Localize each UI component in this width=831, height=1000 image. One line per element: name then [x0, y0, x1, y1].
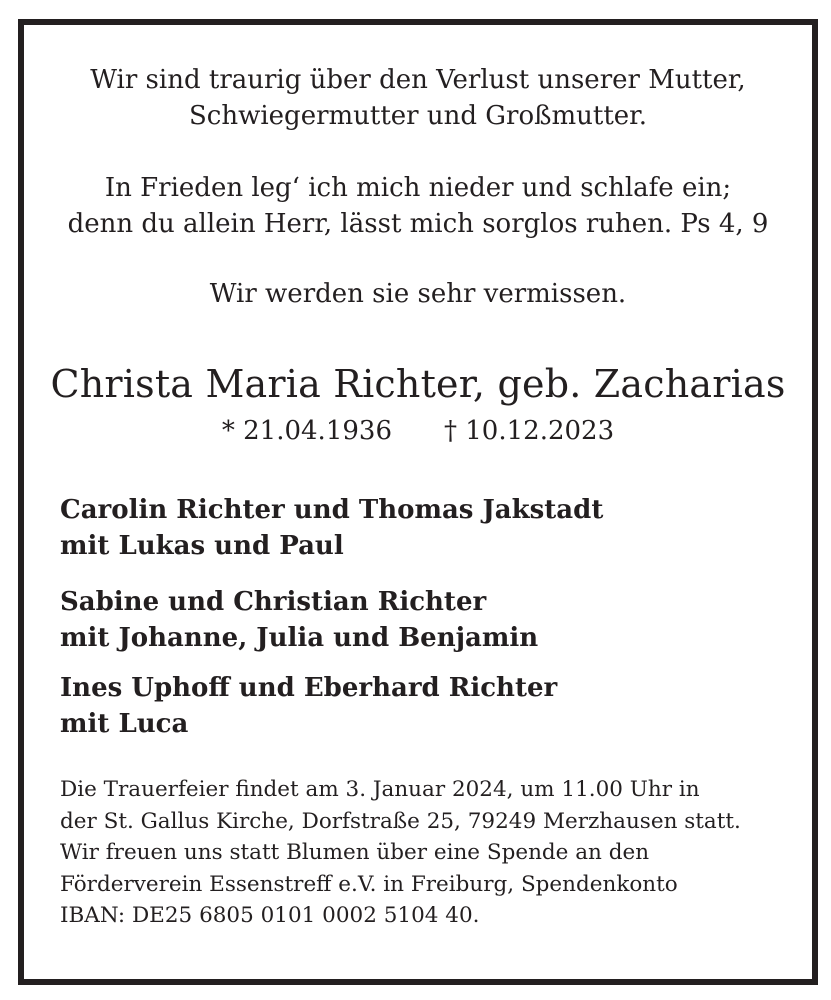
intro-line: Wir sind traurig über den Verlust unserer Mutter,: [90, 65, 746, 95]
family-children: mit Luca: [60, 709, 189, 739]
intro-line: Schwiegermutter und Großmutter.: [188, 101, 648, 131]
verse-line: In Frieden leg‘ ich mich nieder und schlafe ein;: [104, 173, 732, 203]
family-names: Sabine und Christian Richter: [60, 587, 487, 617]
notice-line: IBAN: DE25 6805 0101 0002 5104 40.: [60, 903, 480, 928]
notice-line: Förderverein Essenstreff e.V. in Freiburg, Spendenkonto: [60, 871, 678, 897]
bible-verse: [18, 170, 818, 242]
notice-line: der St. Gallus Kirche, Dorfstraße 25, 79249 Merzhausen statt.: [60, 808, 741, 834]
funeral-notice: [60, 774, 741, 932]
death-date: † 10.12.2023: [444, 416, 615, 446]
family-group: [60, 492, 603, 564]
life-dates: [18, 414, 818, 448]
notice-line: Wir freuen uns statt Blumen über eine Spende an den: [60, 840, 650, 865]
birth-date: * 21.04.1936: [221, 416, 392, 446]
verse-line: denn du allein Herr, lässt mich sorglos ruhen. Ps 4, 9: [67, 209, 769, 239]
family-children: mit Johanne, Julia und Benjamin: [60, 623, 539, 653]
notice-line: Die Trauerfeier findet am 3. Januar 2024, um 11.00 Uhr in: [60, 777, 700, 802]
family-names: Carolin Richter und Thomas Jakstadt: [60, 495, 604, 525]
intro-text: [18, 62, 818, 134]
closing-line: Wir werden sie sehr vermissen.: [209, 279, 627, 309]
family-children: mit Lukas und Paul: [60, 531, 344, 561]
family-names: Ines Uphoff und Eberhard Richter: [60, 673, 558, 703]
family-group: [60, 584, 538, 656]
family-group: [60, 670, 557, 742]
deceased-name: Christa Maria Richter, geb. Zacharias: [50, 362, 786, 406]
